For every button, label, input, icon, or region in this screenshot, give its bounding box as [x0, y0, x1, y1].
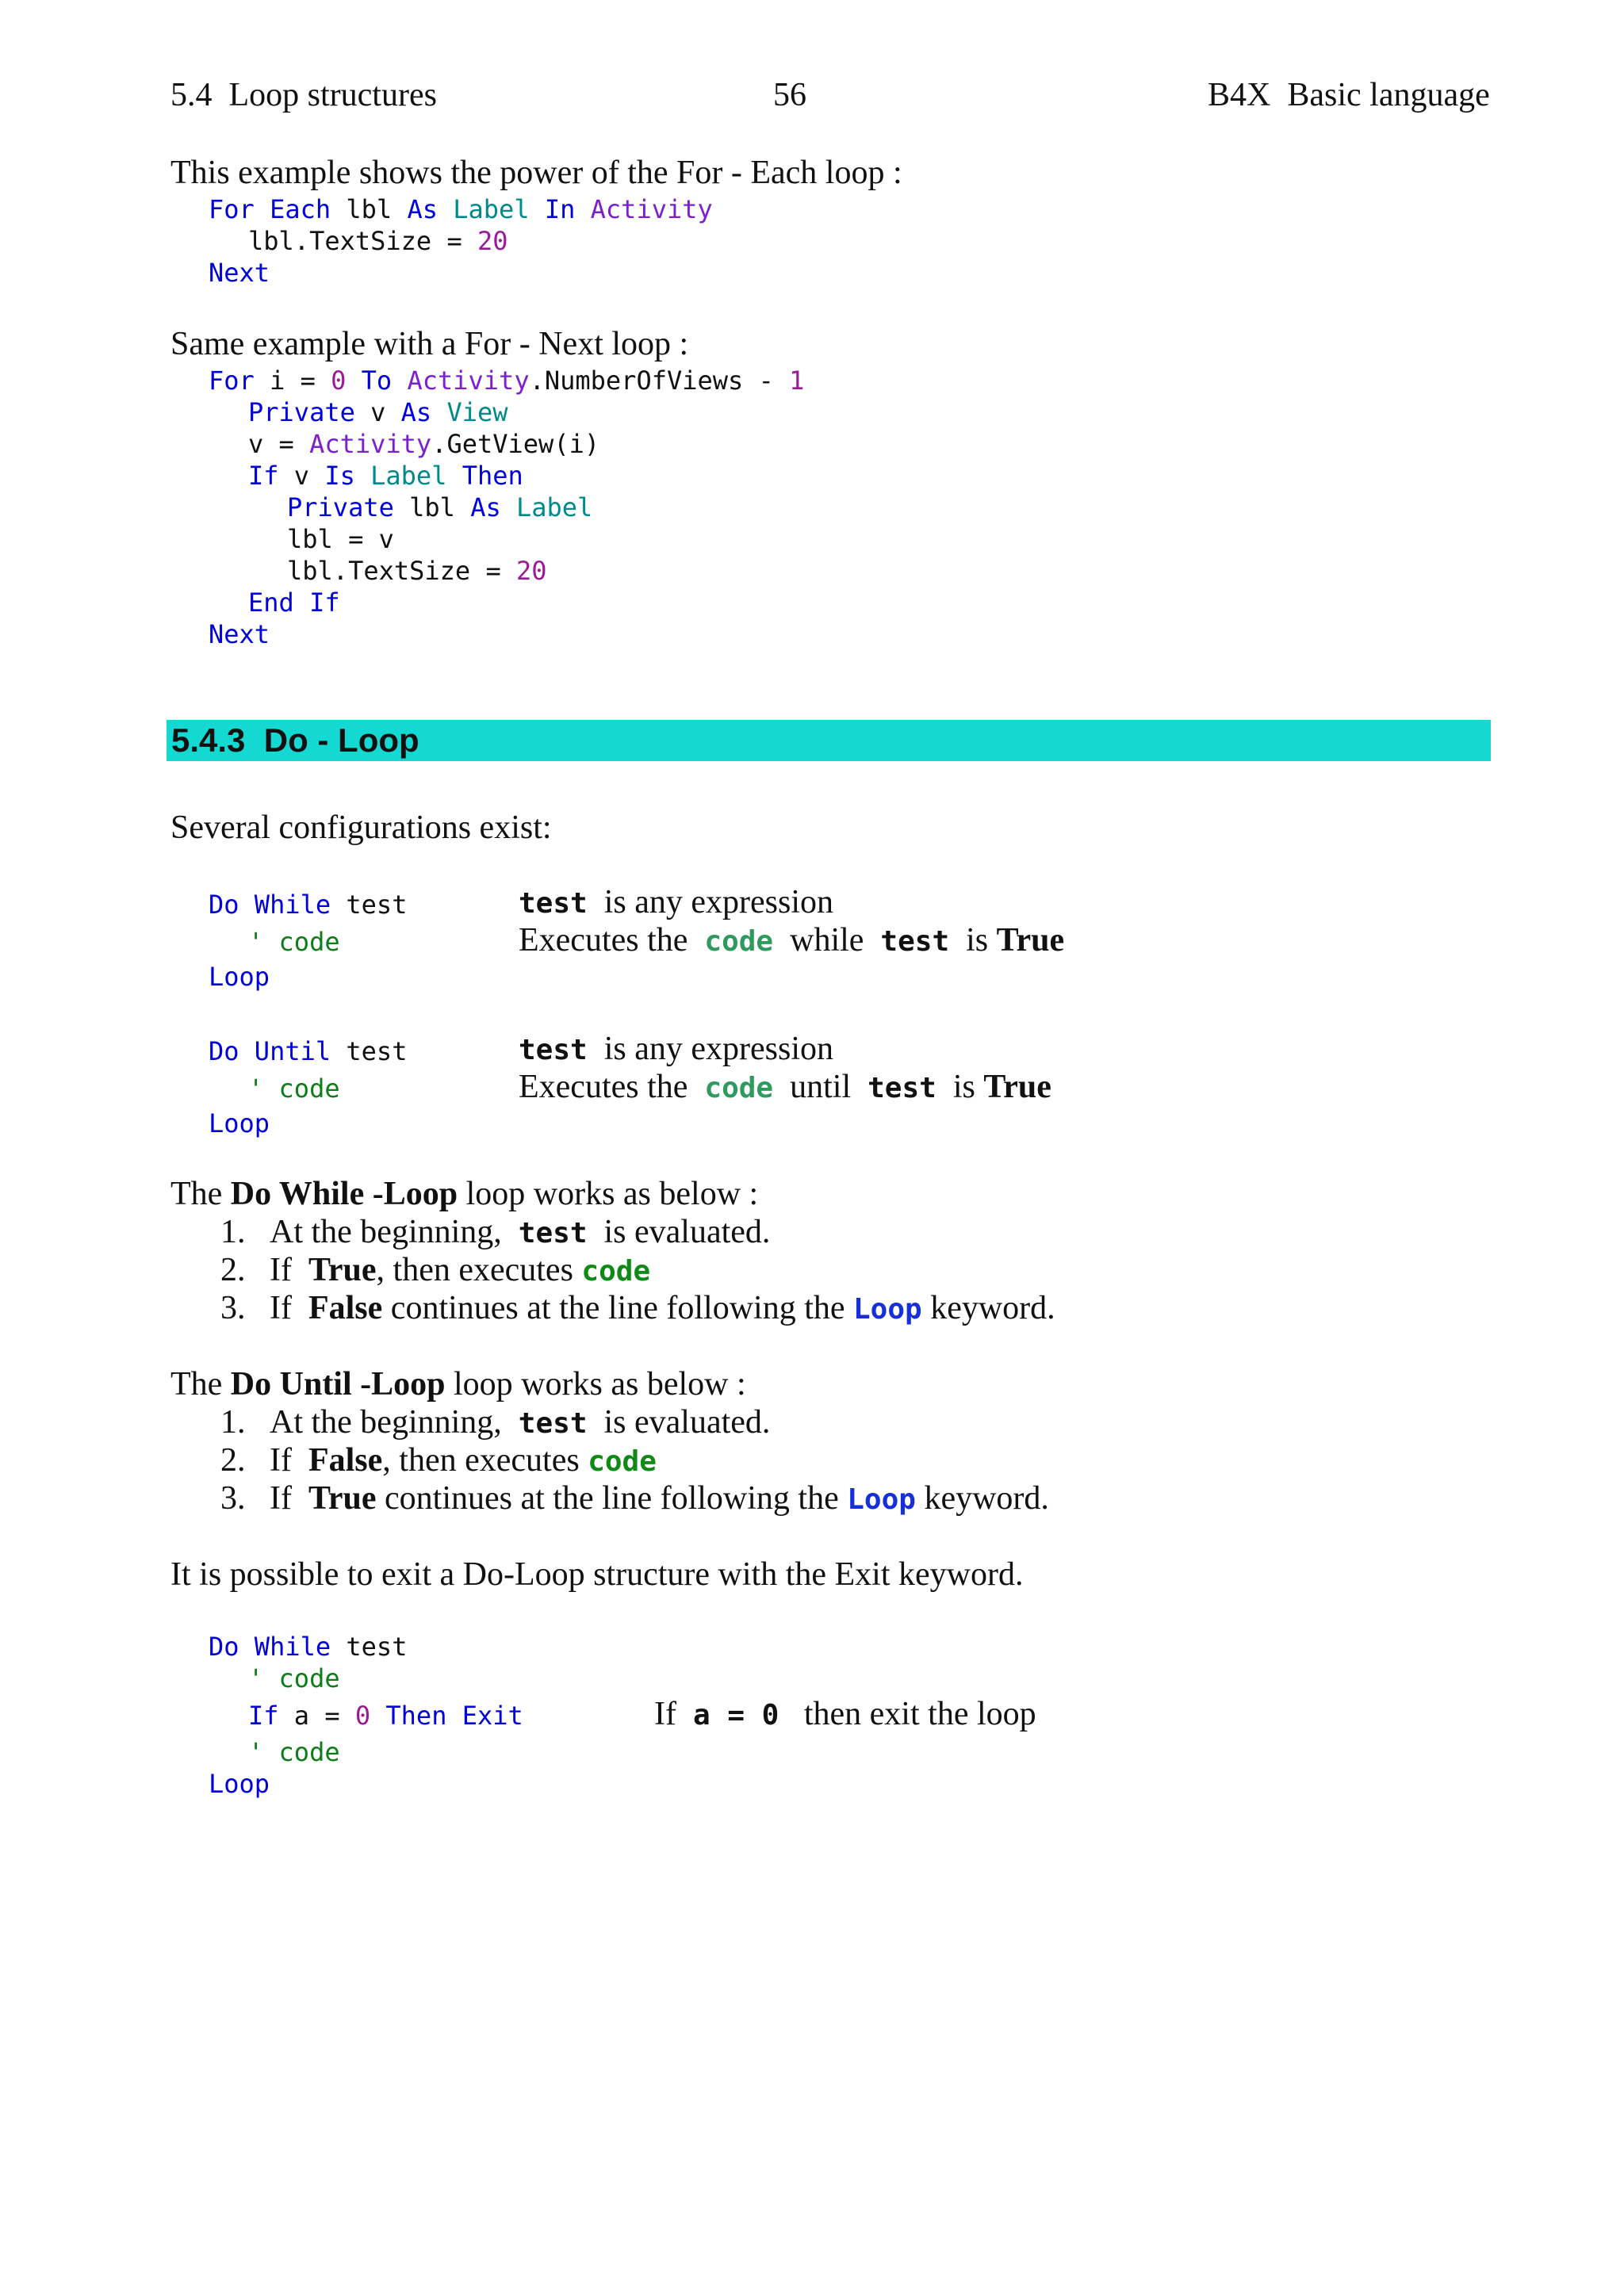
- code-line: [248, 396, 508, 428]
- code-text: v =: [248, 429, 310, 459]
- code-keyword: Loop: [209, 1108, 270, 1138]
- list-text: [270, 1403, 770, 1443]
- code-object: Activity: [407, 365, 530, 396]
- text: then exit the loop: [779, 1696, 1036, 1732]
- while-explain-intro: [170, 1175, 758, 1213]
- text: If: [270, 1480, 308, 1517]
- code-keyword: Is: [324, 461, 355, 491]
- bold-text: True: [996, 922, 1065, 959]
- code-line: [287, 492, 592, 523]
- text: continues at the line following the: [382, 1290, 853, 1326]
- code-line: [287, 523, 394, 555]
- text: loop works as below :: [458, 1176, 759, 1212]
- code-type: Label: [515, 492, 593, 522]
- inline-code: test: [518, 1407, 588, 1440]
- list-number: 1.: [220, 1404, 246, 1441]
- inline-code: Loop: [853, 1293, 922, 1326]
- inline-code: test: [518, 1217, 588, 1249]
- text: At the beginning,: [270, 1214, 519, 1250]
- code-keyword: To: [361, 365, 393, 396]
- code-keyword: Private: [287, 492, 394, 522]
- list-number: 3.: [220, 1480, 246, 1517]
- code-line: [209, 365, 804, 396]
- description-line: [519, 883, 833, 921]
- inline-code: test: [519, 887, 588, 920]
- code-keyword: As: [407, 194, 438, 224]
- text: is evaluated.: [587, 1404, 771, 1441]
- code-number: 0: [354, 1701, 371, 1731]
- bold-text: False: [308, 1290, 383, 1326]
- inline-code: code: [581, 1255, 651, 1288]
- code-number: 1: [789, 365, 805, 396]
- until-explain-intro: [170, 1365, 746, 1403]
- text: If: [270, 1442, 308, 1479]
- description-line: [519, 921, 1064, 959]
- text: keyword.: [915, 1480, 1049, 1517]
- code-number: 0: [331, 365, 347, 396]
- code-line: [248, 926, 340, 958]
- text: loop works as below :: [445, 1366, 746, 1402]
- code-line: [287, 555, 547, 587]
- code-text: a =: [278, 1701, 355, 1731]
- description-text: Executes the: [519, 922, 705, 959]
- list-number: 3.: [220, 1290, 246, 1326]
- code-keyword: As: [400, 397, 432, 427]
- code-line: [248, 1736, 340, 1768]
- code-line: [209, 193, 713, 225]
- code-keyword: Then Exit: [385, 1701, 523, 1731]
- code-type: Label: [453, 194, 530, 224]
- bold-text: Do While -Loop: [230, 1176, 458, 1212]
- description-text: is any expression: [587, 1031, 833, 1067]
- code-line: [209, 1631, 407, 1663]
- inline-code: test: [880, 925, 950, 958]
- code-line: [248, 1073, 340, 1104]
- list-text: [270, 1213, 770, 1253]
- text: If: [270, 1252, 308, 1288]
- code-keyword: Next: [209, 258, 270, 288]
- code-comment: ' code: [248, 1073, 340, 1104]
- code-text: lbl.TextSize =: [248, 226, 477, 256]
- code-keyword: Loop: [209, 962, 270, 992]
- code-line: [248, 225, 508, 257]
- exit-note: [654, 1695, 1036, 1733]
- list-number: 2.: [220, 1252, 246, 1288]
- code-line: [248, 1700, 523, 1732]
- code-keyword: Next: [209, 619, 270, 649]
- code-object: Activity: [590, 194, 713, 224]
- code-keyword: Do Until: [209, 1036, 331, 1066]
- description-text: Executes the: [519, 1069, 705, 1105]
- text: is evaluated.: [587, 1214, 771, 1250]
- code-keyword: Loop: [209, 1769, 270, 1799]
- code-line: [209, 1768, 270, 1800]
- code-number: 20: [477, 226, 508, 256]
- code-line: [209, 1108, 270, 1139]
- code-text: test: [331, 890, 408, 920]
- text: continues at the line following the: [376, 1480, 848, 1517]
- inline-code: code: [588, 1445, 657, 1478]
- code-text: test: [331, 1632, 408, 1662]
- code-keyword: If: [248, 1701, 279, 1731]
- header-page-number: 56: [773, 77, 806, 113]
- bold-text: True: [983, 1069, 1051, 1105]
- code-keyword: Do While: [209, 890, 331, 920]
- code-line: [248, 1663, 340, 1694]
- description-line: [519, 1030, 833, 1068]
- code-text: v: [354, 397, 401, 427]
- section-heading-bar: [167, 720, 1491, 761]
- code-keyword: Do While: [209, 1632, 331, 1662]
- list-text: [270, 1289, 1055, 1329]
- code-text: lbl: [393, 492, 471, 522]
- fornext-intro: Same example with a For - Next loop :: [170, 326, 689, 362]
- bold-text: True: [308, 1480, 377, 1517]
- list-text: [270, 1479, 1049, 1519]
- text: , then executes: [376, 1252, 582, 1288]
- code-line: [248, 587, 340, 618]
- code-comment: ' code: [248, 1737, 340, 1767]
- description-text: is any expression: [587, 884, 833, 920]
- code-text: v: [278, 461, 325, 491]
- configs-intro: Several configurations exist:: [170, 809, 552, 846]
- list-text: [270, 1441, 657, 1481]
- code-text: lbl: [331, 194, 408, 224]
- code-line: [248, 460, 523, 492]
- list-text: [270, 1251, 650, 1291]
- code-keyword: End If: [248, 587, 340, 618]
- exit-intro: It is possible to exit a Do-Loop structure with the Exit keyword.: [170, 1556, 1024, 1593]
- list-number: 1.: [220, 1214, 246, 1250]
- code-line: [209, 1035, 407, 1067]
- inline-code: test: [868, 1072, 936, 1104]
- code-comment: ' code: [248, 927, 340, 957]
- code-text: .NumberOfViews -: [529, 365, 790, 396]
- description-text: while: [773, 922, 881, 959]
- bold-text: Do Until -Loop: [230, 1366, 446, 1402]
- code-line: [209, 889, 407, 920]
- code-text: i =: [254, 365, 331, 396]
- code-number: 20: [515, 556, 547, 586]
- description-line: [519, 1068, 1051, 1106]
- inline-code: test: [519, 1034, 588, 1066]
- header-section: 5.4 Loop structures: [170, 77, 437, 113]
- bold-text: False: [308, 1442, 383, 1479]
- code-keyword: As: [470, 492, 501, 522]
- inline-code: code: [704, 1072, 774, 1104]
- code-keyword: For Each: [209, 194, 331, 224]
- foreach-intro: This example shows the power of the For - Each loop :: [170, 155, 902, 191]
- text: If: [270, 1290, 308, 1326]
- code-text: .GetView(i): [431, 429, 600, 459]
- code-type: View: [446, 397, 508, 427]
- code-text: test: [331, 1036, 408, 1066]
- code-keyword: In: [544, 194, 576, 224]
- inline-code: Loop: [847, 1483, 916, 1516]
- text: keyword.: [921, 1290, 1055, 1326]
- code-keyword: Then: [462, 461, 523, 491]
- description-text: is: [949, 922, 997, 959]
- code-line: [209, 257, 270, 289]
- code-keyword: If: [248, 461, 279, 491]
- code-text: lbl = v: [287, 524, 394, 554]
- code-line: [209, 961, 270, 993]
- header-book-title: B4X Basic language: [1208, 77, 1490, 113]
- bold-text: True: [308, 1252, 377, 1288]
- list-number: 2.: [220, 1442, 246, 1479]
- text: The: [170, 1366, 231, 1402]
- code-object: Activity: [309, 429, 432, 459]
- code-line: [209, 618, 270, 650]
- description-text: is: [936, 1069, 984, 1105]
- code-keyword: For: [209, 365, 255, 396]
- section-heading: 5.4.3 Do - Loop: [171, 721, 419, 759]
- text: If: [654, 1696, 693, 1732]
- code-text: lbl.TextSize =: [287, 556, 516, 586]
- code-line: [248, 428, 599, 460]
- code-type: Label: [370, 461, 447, 491]
- description-text: until: [773, 1069, 868, 1105]
- text: The: [170, 1176, 231, 1212]
- inline-code: a = 0: [692, 1699, 779, 1732]
- text: , then executes: [382, 1442, 588, 1479]
- code-comment: ' code: [248, 1663, 340, 1693]
- text: At the beginning,: [270, 1404, 519, 1441]
- inline-code: code: [704, 925, 774, 958]
- code-keyword: Private: [248, 397, 355, 427]
